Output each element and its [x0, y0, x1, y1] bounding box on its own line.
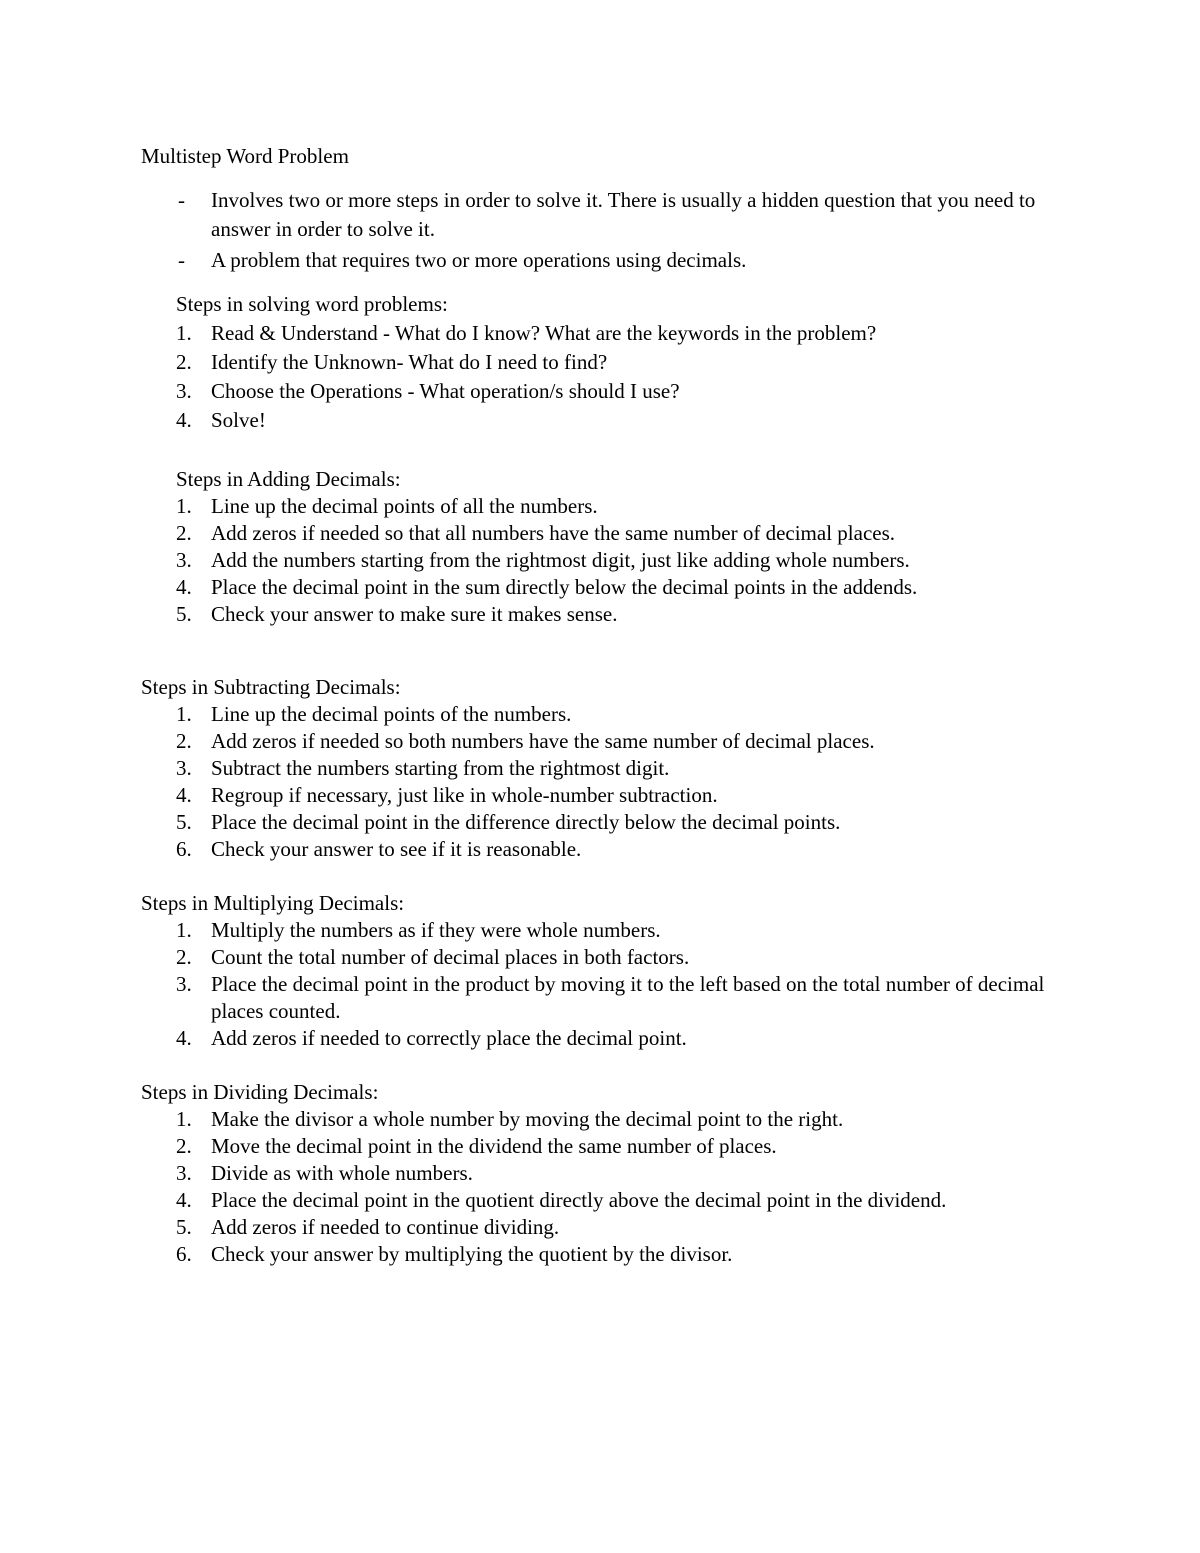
list-item	[0, 377, 1051, 406]
step-number: 2.	[176, 1134, 192, 1158]
step-number: 1.	[176, 918, 192, 942]
step-text: Place the decimal point in the difference directly below the decimal points.	[211, 810, 841, 834]
list-item	[0, 493, 1051, 520]
step-text: Place the decimal point in the sum directly below the decimal points in the addends.	[211, 575, 918, 599]
step-text: Count the total number of decimal places in both factors.	[211, 945, 690, 969]
step-number: 3.	[176, 1161, 192, 1185]
list-item	[0, 406, 1051, 435]
dash-marker: -	[178, 248, 185, 272]
list-item	[0, 601, 1051, 628]
list-item	[0, 782, 1051, 809]
step-number: 3.	[176, 548, 192, 572]
step-number: 2.	[176, 521, 192, 545]
step-number: 4.	[176, 408, 192, 432]
multiplying-steps	[0, 917, 1200, 1052]
step-text: Move the decimal point in the dividend the same number of places.	[211, 1134, 777, 1158]
list-item	[0, 809, 1051, 836]
definition-text: Involves two or more steps in order to solve it. There is usually a hidden question that you need to answer in order to solve it.	[211, 188, 1036, 241]
step-text: Divide as with whole numbers.	[211, 1161, 473, 1185]
step-number: 5.	[176, 810, 192, 834]
list-item	[0, 917, 1051, 944]
step-text: Multiply the numbers as if they were whole numbers.	[211, 918, 661, 942]
step-number: 3.	[176, 379, 192, 403]
dividing-steps	[0, 1106, 1200, 1268]
step-text: Identify the Unknown- What do I need to find?	[211, 350, 608, 374]
step-number: 4.	[176, 1026, 192, 1050]
list-item	[0, 520, 1051, 547]
step-text: Add zeros if needed so both numbers have the same number of decimal places.	[211, 729, 875, 753]
step-text: Subtract the numbers starting from the rightmost digit.	[211, 756, 670, 780]
step-text: Solve!	[211, 408, 266, 432]
step-text: Add zeros if needed to correctly place the decimal point.	[211, 1026, 687, 1050]
list-item	[0, 1241, 1051, 1268]
step-text: Choose the Operations - What operation/s should I use?	[211, 379, 680, 403]
step-number: 4.	[176, 575, 192, 599]
list-item	[0, 755, 1051, 782]
step-number: 3.	[176, 756, 192, 780]
step-number: 4.	[176, 1188, 192, 1212]
step-number: 1.	[176, 702, 192, 726]
step-text: Check your answer by multiplying the quotient by the divisor.	[211, 1242, 733, 1266]
list-item	[0, 1133, 1051, 1160]
step-text: Add zeros if needed so that all numbers have the same number of decimal places.	[211, 521, 896, 545]
step-text: Check your answer to see if it is reasonable.	[211, 837, 582, 861]
solving-steps	[0, 319, 1200, 435]
step-number: 2.	[176, 945, 192, 969]
step-number: 4.	[176, 783, 192, 807]
list-item	[0, 1025, 1051, 1052]
list-item	[0, 971, 1051, 1025]
list-item	[0, 836, 1051, 863]
step-text: Add zeros if needed to continue dividing.	[211, 1215, 560, 1239]
step-number: 3.	[176, 972, 192, 996]
step-number: 1.	[176, 494, 192, 518]
step-text: Add the numbers starting from the rightmost digit, just like adding whole numbers.	[211, 548, 910, 572]
step-number: 1.	[176, 1107, 192, 1131]
step-number: 2.	[176, 729, 192, 753]
list-item	[0, 319, 1051, 348]
step-text: Regroup if necessary, just like in whole-number subtraction.	[211, 783, 718, 807]
list-item	[0, 728, 1051, 755]
list-item	[0, 701, 1051, 728]
dividing-heading: Steps in Dividing Decimals:	[141, 1080, 379, 1104]
adding-heading: Steps in Adding Decimals:	[176, 467, 401, 491]
definition-item	[0, 186, 1051, 244]
step-number: 1.	[176, 321, 192, 345]
adding-steps	[0, 493, 1200, 628]
step-number: 5.	[176, 1215, 192, 1239]
step-text: Check your answer to make sure it makes sense.	[211, 602, 618, 626]
step-text: Read & Understand - What do I know? What are the keywords in the problem?	[211, 321, 877, 345]
step-text: Make the divisor a whole number by moving the decimal point to the right.	[211, 1107, 844, 1131]
multiplying-heading: Steps in Multiplying Decimals:	[141, 891, 405, 915]
list-item	[0, 1106, 1051, 1133]
page-title: Multistep Word Problem	[141, 144, 349, 168]
list-item	[0, 1160, 1051, 1187]
list-item	[0, 348, 1051, 377]
subtracting-heading: Steps in Subtracting Decimals:	[141, 675, 401, 699]
definition-text: A problem that requires two or more operations using decimals.	[211, 248, 747, 272]
definition-list	[0, 186, 1200, 275]
dash-marker: -	[178, 188, 185, 212]
step-text: Line up the decimal points of the numbers.	[211, 702, 572, 726]
list-item	[0, 1214, 1051, 1241]
step-number: 2.	[176, 350, 192, 374]
list-item	[0, 944, 1051, 971]
list-item	[0, 1187, 1051, 1214]
definition-item	[0, 246, 1051, 275]
step-number: 6.	[176, 837, 192, 861]
step-number: 5.	[176, 602, 192, 626]
step-text: Line up the decimal points of all the numbers.	[211, 494, 598, 518]
step-number: 6.	[176, 1242, 192, 1266]
step-text: Place the decimal point in the product by moving it to the left based on the total number of decimal places counted.	[211, 972, 1045, 1023]
subtracting-steps	[0, 701, 1200, 863]
list-item	[0, 574, 1051, 601]
step-text: Place the decimal point in the quotient directly above the decimal point in the dividend.	[211, 1188, 947, 1212]
list-item	[0, 547, 1051, 574]
solving-heading: Steps in solving word problems:	[176, 292, 448, 316]
